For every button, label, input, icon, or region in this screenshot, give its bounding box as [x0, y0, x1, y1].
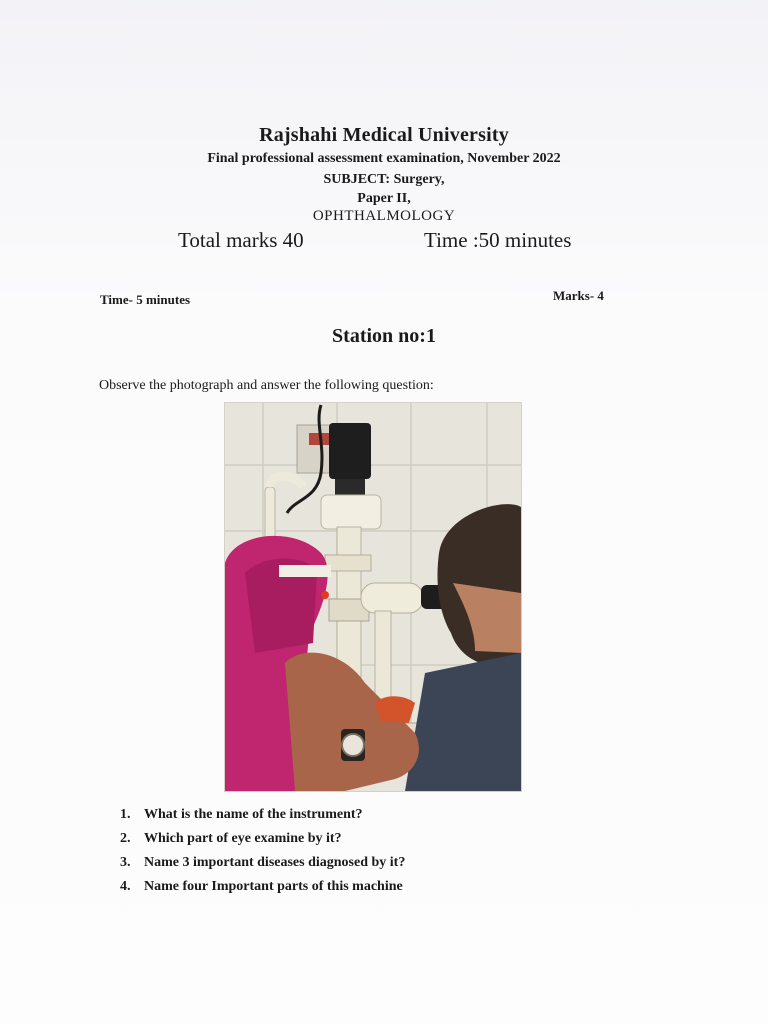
topic-line: OPHTHALMOLOGY [312, 208, 456, 224]
question-text: Name four Important parts of this machine [144, 879, 403, 894]
question-number: 1. [120, 807, 131, 822]
slit-lamp-photograph [224, 402, 522, 792]
total-marks: Total marks 40 [178, 228, 304, 252]
question-text: Which part of eye examine by it? [144, 831, 342, 846]
instruction-text: Observe the photograph and answer the following question: [99, 378, 434, 393]
exam-title: Final professional assessment examination, November 2022 [207, 151, 561, 166]
station-marks: Marks- 4 [553, 288, 604, 303]
question-number: 4. [120, 879, 131, 894]
university-name: Rajshahi Medical University [259, 124, 509, 146]
question-item [120, 851, 405, 875]
question-item [120, 803, 405, 827]
subject-line: SUBJECT: Surgery, [323, 172, 445, 187]
paper-line: Paper II, [357, 191, 411, 206]
question-item [120, 875, 405, 899]
station-title: Station no:1 [332, 325, 436, 347]
question-item [120, 827, 405, 851]
question-number: 2. [120, 831, 131, 846]
photo-illustration [225, 403, 521, 791]
station-time: Time- 5 minutes [100, 292, 191, 307]
question-text: Name 3 important diseases diagnosed by it? [144, 855, 406, 870]
question-text: What is the name of the instrument? [144, 807, 363, 822]
question-number: 3. [120, 855, 131, 870]
total-time: Time :50 minutes [424, 228, 572, 252]
question-list [120, 803, 405, 899]
